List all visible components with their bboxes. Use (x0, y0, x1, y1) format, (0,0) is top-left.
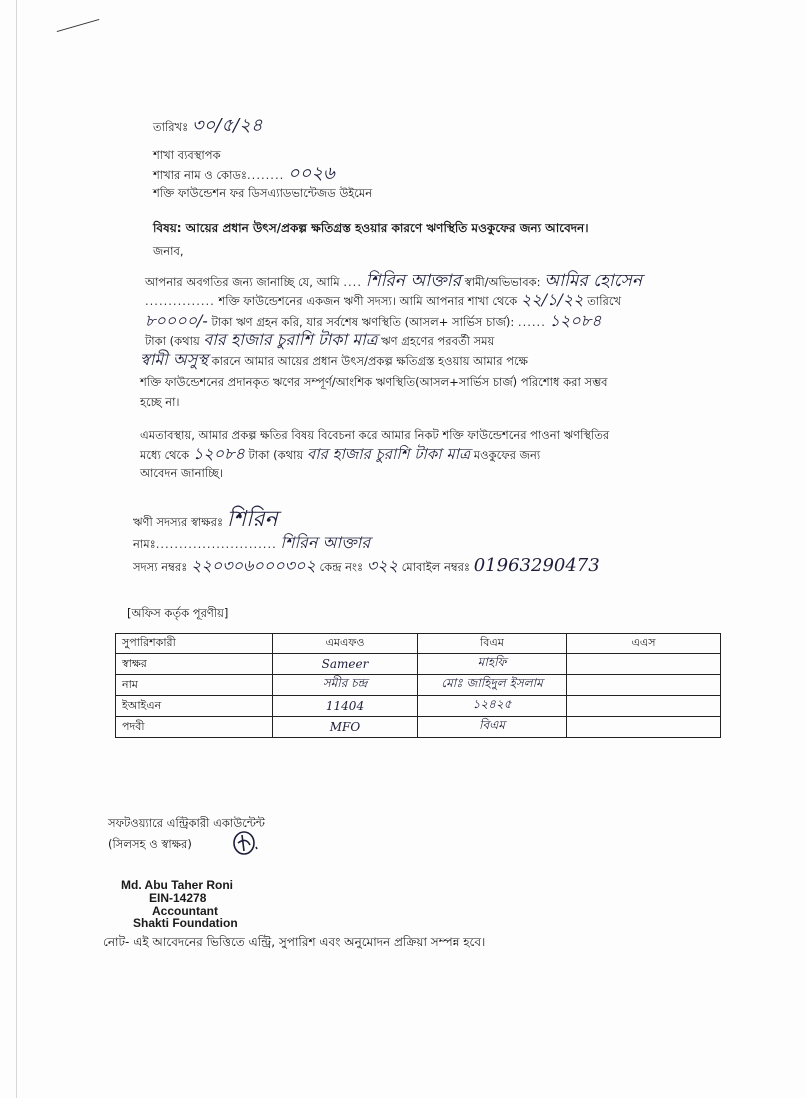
amount-words-handwritten: বার হাজার চুরাশি টাকা মাত্র (203, 330, 378, 349)
para2-text2b: টাকা (কথায় (248, 448, 304, 462)
header-cell: এএস (567, 634, 721, 654)
para2-line1: এমতাবস্থায়, আমার প্রকল্প ক্ষতির বিষয় বিবেচনা করে আমার নিকট শক্তি ফাউন্ডেশনের পাওনা ঋণস্থিতির (140, 428, 610, 442)
guardian-label: স্বামী/অভিভাবক: (464, 275, 541, 289)
row-label: স্বাক্ষর (116, 654, 273, 675)
branch-label: শাখার নাম ও কোডঃ (153, 168, 248, 182)
para2-text2c: মওকুফের জন্য (473, 448, 541, 462)
row-label: পদবী (116, 717, 273, 738)
as-cell (567, 696, 721, 717)
branch-code: ০০২৬ (287, 163, 335, 184)
member-signature: শিরিন (226, 507, 278, 532)
bm-cell: বিএম (418, 717, 567, 738)
para1-text4: ঋণ গ্রহণের পরবর্তী সময় (381, 334, 495, 348)
bm-cell: ১২৪২৫ (418, 696, 567, 717)
para1-text3: টাকা ঋণ গ্রহন করি, যার সর্বশেষ ঋণস্থিতি (আসল+ সার্ভিস চার্জ): (211, 315, 515, 329)
mfo-cell: সমীর চন্দ্র (273, 675, 418, 696)
member-signature-label: ঋণী সদস্যর স্বাক্ষরঃ (133, 515, 224, 529)
para1-line1: আপনার অবগতির জন্য জানাচ্ছি যে, আমি .... শিরিন আক্তার স্বামী/অভিভাবক: আমির হোসেন (145, 271, 643, 291)
accountant-title: সফটওয়্যারে এন্ট্রিকারী একাউন্টেন্ট (108, 816, 265, 830)
para2-line2 (140, 446, 540, 463)
table-row (116, 654, 721, 675)
para1-text5: কারনে আমার আয়ের প্রধান উৎস/প্রকল্প ক্ষতিগ্রস্ত হওয়ায় আমার পক্ষে (211, 354, 528, 368)
page-corner-mark (57, 19, 100, 32)
recommendation-table (115, 633, 721, 738)
date-value: ৩০/৫/২৪ (191, 115, 263, 136)
para1-line5 (140, 352, 528, 369)
branch-line: শাখার নাম ও কোডঃ........ ০০২৬ (153, 163, 335, 184)
table-row (116, 675, 721, 696)
stamp-org: Shakti Foundation (133, 916, 238, 930)
date-label: তারিখঃ (153, 120, 189, 134)
para1-line6: শক্তি ফাউন্ডেশনের প্রদানকৃত ঋণের সম্পূর্ণ/আংশিক ঋণস্থিতি(আসল+সার্ভিস চার্জ) পরিশোধ করা সম্ভব (140, 375, 608, 389)
header-cell: এমএফও (273, 634, 418, 654)
office-note: [অফিস কর্তৃক পূরণীয়] (127, 606, 229, 620)
member-number-value: ২২০৩০৬০০০৩০২ (190, 556, 316, 575)
mfo-cell: MFO (273, 717, 418, 738)
row-label: ইআইএন (116, 696, 273, 717)
page-left-edge (16, 0, 17, 1098)
center-value: ৩২২ (366, 556, 398, 575)
subject-line: বিষয়: আয়ের প্রধান উৎস/প্রকল্প ক্ষতিগ্রস্ত হওয়ার কারণে ঋণস্থিতি মওকুফের জন্য আবেদন। (153, 221, 589, 235)
as-cell (567, 654, 721, 675)
para1-text2: শক্তি ফাউন্ডেশনের একজন ঋণী সদস্য। আমি আপনার শাখা থেকে (218, 294, 518, 308)
para1-line7: হচ্ছে না। (140, 395, 180, 409)
member-name-value: শিরিন আক্তার (280, 533, 371, 552)
member-name-handwritten: শিরিন আক্তার (365, 271, 461, 291)
loan-amount-handwritten: ৮০০০০/- (145, 311, 208, 330)
stamp-name: Md. Abu Taher Roni (121, 878, 233, 892)
accountant-seal-note: (সিলসহ ও স্বাক্ষর) (108, 837, 192, 851)
bm-cell: মাহফি (418, 654, 567, 675)
taka-words-label: টাকা (কথায় (145, 334, 200, 348)
para1-line4 (145, 332, 494, 349)
stamp-ein: EIN-14278 (149, 891, 207, 905)
stamp-title: Accountant (152, 904, 218, 918)
mfo-cell: 11404 (273, 696, 418, 717)
member-signature-line (133, 507, 278, 532)
salutation: জনাব, (153, 244, 184, 258)
member-number-label: সদস্য নম্বরঃ (133, 560, 188, 574)
header-cell: সুপারিশকারী (116, 634, 273, 654)
para2-line3: আবেদন জানাচ্ছি। (140, 466, 224, 480)
as-cell (567, 675, 721, 696)
table-row (116, 717, 721, 738)
outstanding-handwritten: ১২০৮৪ (549, 311, 602, 330)
date-line (153, 115, 263, 136)
guardian-name-handwritten: আমির হোসেন (544, 271, 643, 291)
cause-handwritten: স্বামী অসুস্থ (140, 350, 208, 369)
branch-manager: শাখা ব্যবস্থাপক (153, 148, 221, 162)
table-row (116, 696, 721, 717)
para1-line2: ............... শক্তি ফাউন্ডেশনের একজন ঋণী সদস্য। আমি আপনার শাখা থেকে ২২/১/২২ তারিখে (145, 290, 622, 309)
para1-text1: আপনার অবগতির জন্য জানাচ্ছি যে, আমি (145, 275, 340, 289)
bm-cell: মোঃ জাহিদুল ইসলাম (418, 675, 567, 696)
footer-note: নোট- এই আবেদনের ভিত্তিতে এন্ট্রি, সুপারিশ এবং অনুমোদন প্রক্রিয়া সম্পন্ন হবে। (103, 935, 486, 949)
mfo-cell: Sameer (273, 654, 418, 675)
mobile-value: 01963290473 (473, 555, 600, 576)
member-name-line: নামঃ.......................... শিরিন আক্তার (133, 533, 371, 552)
member-name-label: নামঃ (133, 537, 156, 551)
member-number-line (133, 555, 600, 576)
waiver-words-handwritten: বার হাজার চুরাশি টাকা মাত্র (306, 445, 471, 463)
as-cell (567, 717, 721, 738)
organization-name: শক্তি ফাউন্ডেশন ফর ডিসএ্যাডভান্টেজড উইমেন (153, 186, 373, 200)
table-header-row (116, 634, 721, 654)
row-label: নাম (116, 675, 273, 696)
date-suffix: তারিখে (587, 294, 622, 308)
loan-date-handwritten: ২২/১/২২ (520, 290, 584, 309)
para2-text2a: মধ্যে থেকে (140, 448, 190, 462)
header-cell: বিএম (418, 634, 567, 654)
accountant-signature-icon (230, 829, 270, 861)
waiver-amount-handwritten: ১২০৮৪ (192, 444, 245, 463)
center-label: কেন্দ্র নংঃ (319, 560, 364, 574)
mobile-label: মোবাইল নম্বরঃ (401, 560, 471, 574)
para1-line3: ৮০০০০/- টাকা ঋণ গ্রহন করি, যার সর্বশেষ ঋণস্থিতি (আসল+ সার্ভিস চার্জ): ...... ১২০৮৪ (145, 311, 602, 330)
